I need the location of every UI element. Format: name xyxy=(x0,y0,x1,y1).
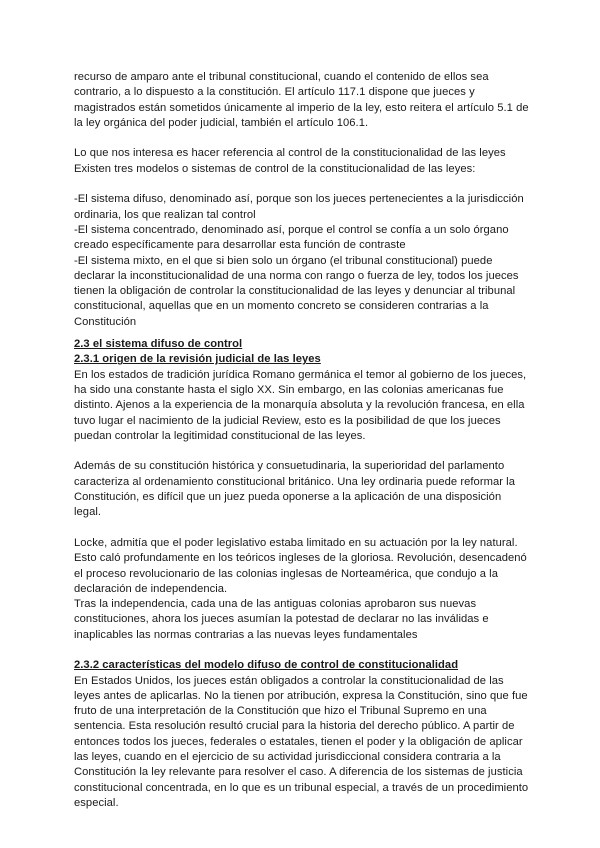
system-item-concentrado: -El sistema concentrado, denominado así, porque el control se confía a un solo órgano creado específicamente para desarrollar esta función de contraste xyxy=(74,223,509,252)
section-2-3-1-paragraph-1: En los estados de tradición jurídica Romano germánica el temor al gobierno de los jueces, ha sido una constante hasta el siglo XX. Sin embargo, en las colonias americanas fue distinto. Ajenos a la experiencia de la monarquía absoluta y la revolución francesa, en ella tuvo lugar el nacimiento de la judicial Review, esto es la posibilidad de que los jueces puedan controlar la legitimidad constitucional de las leyes. xyxy=(74,368,527,442)
section-2-3-1-paragraph-3: Locke, admitía que el poder legislativo estaba limitado en su actuación por la ley natural. Esto caló profundamente en los teóricos ingleses de la gloriosa. Revolución, desencadenó el proceso revolucionario de las colonias inglesas de Norteamérica, que condujo a la declaración de independencia. xyxy=(74,536,527,595)
section-2-3-1-paragraph-2: Además de su constitución histórica y consuetudinaria, la superioridad del parlamento caracteriza al ordenamiento constitucional británico. Una ley ordinaria puede reformar la Constitución, es difícil que un juez pueda oponerse a la aplicación de una disposición legal. xyxy=(74,460,515,519)
spacer xyxy=(74,177,530,192)
spacer xyxy=(74,330,530,337)
intro-paragraph-1: recurso de amparo ante el tribunal constitucional, cuando el contenido de ellos sea contrario, a lo dispuesto a la constitución. El artículo 117.1 dispone que jueces y magistrados están sometidos únicamente al imperio de la ley, esto reitera el artículo 5.1 de la ley orgánica del poder judicial, también el artículo 106.1. xyxy=(74,71,529,129)
spacer xyxy=(74,131,530,146)
system-item-mixto: -El sistema mixto, en el que si bien solo un órgano (el tribunal constitucional) puede declarar la inconstitucionalidad de una norma con rango o fuerza de ley, todos los jueces tienen la obligación de controlar la constitucionalidad de las leyes y denunciar al tribunal constitucional, aquellas que en un momento concreto se consideren contrarias a la Constitución xyxy=(74,254,519,328)
intro-paragraph-2: Lo que nos interesa es hacer referencia al control de la constitucionalidad de las leyes Existen tres modelos o sistemas de control de la constitucionalidad de las leyes: xyxy=(74,147,506,175)
section-2-3-2-paragraph-1: En Estados Unidos, los jueces están obligados a controlar la constitucionalidad de las leyes antes de aplicarlas. No la tienen por atribución, expresa la Constitución, sino que fue fruto de una interpretación de la Constitución que hizo el Tribunal Supremo en una sentencia. Esta resolución resultó crucial para la historia del derecho público. A partir de entonces todos los jueces, federales o estatales, tienen el poder y la obligación de aplicar las leyes, cuando en el ejercicio de su actividad jurisdiccional considera contraria a la Constitución la ley relevante para resolver el caso. A diferencia de los sistemas de justicia constitucional concentrada, en lo que es un tribunal especial, a través de un procedimiento especial. xyxy=(74,674,529,809)
section-heading-2-3-2: 2.3.2 características del modelo difuso de control de constitucionalidad xyxy=(74,659,459,672)
spacer xyxy=(74,643,530,658)
section-2-3-1-paragraph-4: Tras la independencia, cada una de las antiguas colonias aprobaron sus nuevas constituciones, ahora los jueces asumían la potestad de declarar no las inválidas e inaplicables las normas contrarias a las nuevas leyes fundamentales xyxy=(74,598,489,641)
document-page xyxy=(74,70,530,811)
spacer xyxy=(74,521,530,536)
system-item-difuso: -El sistema difuso, denominado así, porque son los jueces pertenecientes a la jurisdicción ordinaria, los que realizan tal control xyxy=(74,193,524,221)
section-heading-2-3: 2.3 el sistema difuso de control xyxy=(74,338,243,351)
section-heading-2-3-1: 2.3.1 origen de la revisión judicial de las leyes xyxy=(74,353,321,366)
spacer xyxy=(74,444,530,459)
